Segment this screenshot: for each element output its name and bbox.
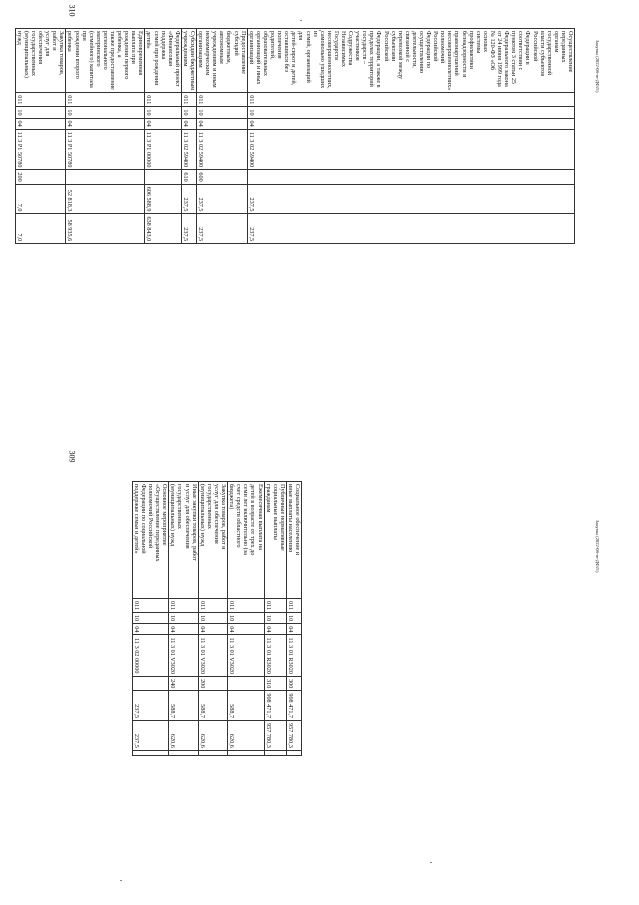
row-name-line: государственных [29,31,37,76]
row-name-line: регионального материнского [94,31,109,70]
row-name [197,29,248,93]
amount-value: 588,7 [169,691,198,721]
row-name-line: Субсидии бюджетным [189,31,197,91]
table-row [247,29,574,244]
expense-type-code [228,677,264,691]
amount-value [132,750,168,755]
target-article-code: 11 3 02 59400 [197,129,248,170]
ministry-code: 011 [197,93,248,107]
row-name [198,482,227,599]
row-name [169,482,198,599]
scan-speck [319,30,321,31]
amount-value: 606 588,9 [145,184,181,214]
row-name [264,482,286,599]
amount-value: 237,5 [247,214,574,244]
row-name-line: Публичные нормативные [278,484,286,551]
row-name-line: перевозкой между [396,31,404,80]
ministry-code: 011 [169,599,198,613]
row-name-line: Единовременная выплата при [130,31,145,76]
row-name-line: власти субъектов Российской [531,31,546,77]
row-name-line: (муниципальных) нужд [169,484,177,547]
section-code: 10 [198,613,227,624]
row-name-line: деятельности, связанной с [403,31,418,68]
row-name-line: социальные выплаты [271,484,279,540]
row-name-line: учреждениям и иным [211,31,219,88]
row-name-line: Ежемесячная выплата на [256,484,264,550]
page-number: 310 [67,4,77,17]
expense-type-code: 200 [198,677,227,691]
target-article-code: 11 3 01 R3020 [286,635,301,677]
row-name-line: самовольно ушедших из [311,31,326,89]
ministry-code: 011 [15,93,66,107]
table-row [145,29,181,244]
section-code: 10 [66,107,145,118]
subsection-code: 04 [66,118,145,129]
subsection-code: 04 [286,624,301,635]
ministry-code: 011 [247,93,574,107]
expense-type-code: 610 [181,170,196,184]
target-article-code: 11 3 01 V3020 [169,635,198,677]
left-table-wrapper [132,481,302,756]
target-article-code: 11 3 02 59400 [247,129,574,170]
row-name-line: системы профилактики [467,31,482,69]
subsection-code: 04 [132,624,168,635]
row-name-line: пунктом 3 статьи 25 [510,31,518,85]
target-article-code: 11 3 02 59400 [181,129,196,170]
row-name-line: «Осуществление переданных [154,484,162,562]
row-name-line: Федерации в соответствии с [517,31,532,71]
target-article-code: 11 3 P1 00000 [145,129,181,170]
row-name-line: оставшихся без попечения [276,31,291,72]
page-number: 309 [67,450,77,463]
row-name-line: бюджета) [228,484,236,510]
amount-value: 237,5 [197,214,248,244]
target-article-code: 11 3 01 R3020 [264,635,286,677]
section-code: 10 [15,107,66,118]
amount-value: 588,7 [228,691,264,721]
expense-type-code [145,170,181,184]
page-footer-stamp: Закупка (2022-08-то-ДФ21) [595,40,600,93]
page-footer-stamp: Закупка (2022-08-то-ДФ21) [595,520,600,573]
row-name-line: полномочий Российской [147,484,155,549]
target-article-code: 11 3 02 00000 [132,635,168,677]
row-name-line: гражданам [264,484,272,513]
row-name-line: услуг для обеспечения [212,484,220,544]
row-name-line: Содружества Независимых [340,31,355,67]
right-table-wrapper [15,28,575,244]
scan-speck [430,862,432,863]
row-name [247,29,574,93]
budget-table [15,28,575,244]
subsection-code: 04 [197,118,248,129]
ministry-code: 011 [132,599,168,613]
table-row [197,29,248,244]
row-name-line: Социальное обеспечение и [294,484,301,556]
row-name-line: несовершеннолетних» [446,31,454,91]
row-name-line: семей при рождении детей» [145,31,160,86]
row-name-line: (семейного) капитала при [80,31,95,88]
subsection-code: 04 [264,624,286,635]
row-name-line: счет средств областного [235,484,243,548]
section-code: 10 [264,613,286,624]
table-row [181,29,196,244]
row-name-line: безнадзорности и [460,31,468,78]
subsection-code: 04 [198,624,227,635]
table-row [15,29,66,244]
row-name-line: бюджетным, автономным [218,31,233,65]
amount-value: 620,6 [198,721,227,751]
row-name-line: Федерации по [425,31,433,69]
row-name-line: «Финансовая поддержка [159,31,174,66]
amount-value [264,750,286,755]
section-code: 10 [197,107,248,118]
scan-speck [300,20,302,21]
amount-value: 52 818,3 [66,184,145,214]
expense-type-code: 310 [264,677,286,691]
table-row [264,482,286,756]
expense-type-code: 200 [15,170,66,184]
row-name-line: семей, организаций для [297,31,312,83]
row-name [145,29,181,93]
ministry-code: 011 [66,93,145,107]
row-name-line: № 120-ФЗ «Об основах [481,31,496,71]
row-name [228,482,264,599]
subsection-code: 04 [169,624,198,635]
table-row [66,29,145,244]
amount-value: 7,0 [15,214,66,244]
amount-value: 237,5 [181,214,196,244]
row-name-line: Федерации, а также в [375,31,383,88]
table-row [198,482,227,756]
amount-value [169,750,198,755]
amount-value: 7,0 [15,184,66,214]
row-name-line: полномочий Российской [432,31,447,64]
row-name-line: услуг для обеспечения [37,31,52,65]
amount-value [228,750,264,755]
row-name-line: детей в возрасте от трех до [249,484,257,556]
amount-value: 620,6 [169,721,198,751]
row-name-line: рождении второго ребенка [66,31,81,79]
expense-type-code: 240 [169,677,198,691]
section-code: 10 [181,107,196,118]
row-name-line: (муниципальных) нужд [198,484,206,547]
row-name-line: государственных [205,484,213,529]
ministry-code: 011 [198,599,227,613]
budget-table [132,481,302,756]
target-article-code: 11 3 P1 50780 [66,129,145,170]
section-code: 10 [247,107,574,118]
row-name-line: семи лет включительно (за [242,484,250,555]
target-article-code: 11 3 01 V3020 [198,635,227,677]
table-row [132,482,168,756]
section-code: 10 [145,107,181,118]
row-name-line: Федеральный проект [173,31,181,87]
row-name-line: несовершеннолетних, [325,31,333,89]
row-name-line: осуществлению [418,31,426,74]
section-code: 10 [286,613,301,624]
amount-value: 588,7 [198,691,227,721]
row-name-line: поддержке семьи и детей» [132,484,140,554]
row-name-line: Осуществление переданных [559,31,574,73]
expense-type-code [66,170,145,184]
row-name-line: также предоставление [109,31,116,90]
ministry-code: 011 [181,93,196,107]
subsection-code: 04 [181,118,196,129]
target-article-code: 11 3 P1 50780 [15,129,66,170]
row-name-line: родителей, образовательных [261,31,277,76]
row-name-line: государств – участников [354,31,369,65]
table-row [286,482,301,756]
row-name-line: государственных [176,484,184,529]
row-name-line: субъектами Российской [382,31,397,62]
amount-value: 908 471,7 [264,691,286,721]
subsection-code: 04 [228,624,264,635]
expense-type-code [247,170,574,184]
row-name-line: детей-сирот и детей, [290,31,298,86]
expense-type-code [132,677,168,691]
row-name-line: пределах территорий [368,31,376,87]
ministry-code: 011 [145,93,181,107]
amount-value: 237,5 [181,184,196,214]
amount-value [198,750,227,755]
expense-type-code: 600 [197,170,248,184]
subsection-code: 04 [145,118,181,129]
row-name [66,29,145,93]
subsection-code: 04 [247,118,574,129]
row-name-line: Предоставление субсидий [232,31,247,74]
row-name [286,482,301,599]
target-article-code: 11 3 01 V3020 [228,635,264,677]
section-code: 10 [132,613,168,624]
ministry-code: 011 [286,599,301,613]
row-name-line: от 24 июня 1999 года [496,31,504,87]
ministry-code: 011 [228,599,264,613]
row-name-line: рождении первого ребенка, а [116,31,131,80]
section-code: 10 [228,613,264,624]
table-row [169,482,198,756]
row-name [181,29,196,93]
row-name-line: (муниципальных) нужд [15,31,30,78]
amount-value [286,750,301,755]
expense-type-code: 300 [286,677,301,691]
scan-speck [120,880,122,881]
table-row [228,482,264,756]
row-name-line: Закупка товаров, работ и [51,31,66,76]
row-name-line: организациям [197,31,205,68]
amount-value: 58 935,6 [66,214,145,244]
row-name-line: Государств [332,31,340,61]
row-name-line: правонарушений [453,31,461,76]
row-name-line: Федерации по социальной [140,484,148,554]
row-name-line: организаций и иных [254,31,262,85]
amount-value: 957 780,3 [264,721,286,751]
row-name [15,29,66,93]
amount-value: 237,5 [132,691,168,721]
amount-value: 620,6 [228,721,264,751]
amount-value: 237,5 [132,721,168,751]
row-name-line: и услуг для обеспечения [183,484,191,549]
amount-value: 237,5 [247,184,574,214]
row-name-line: Федерального закона [503,31,511,87]
subsection-code: 04 [15,118,66,129]
row-name [132,482,168,599]
row-name-line: Иные закупки товаров, работ [190,484,198,561]
section-code: 10 [169,613,198,624]
row-name-line: органам государственной [545,31,560,76]
amount-value: 638 843,0 [145,214,181,244]
row-name-line: учреждениям [181,31,189,67]
ministry-code: 011 [264,599,286,613]
row-name-line: Основное мероприятие [161,484,169,546]
amount-value: 957 780,3 [286,721,301,751]
row-name-line: иные выплаты населению [286,484,294,553]
row-name-line: некоммерческим [204,31,212,76]
amount-value: 237,5 [197,184,248,214]
row-name-line: Закупка товаров, работ и [220,484,228,550]
row-name-line: организаций [247,31,255,65]
amount-value: 908 471,7 [286,691,301,721]
